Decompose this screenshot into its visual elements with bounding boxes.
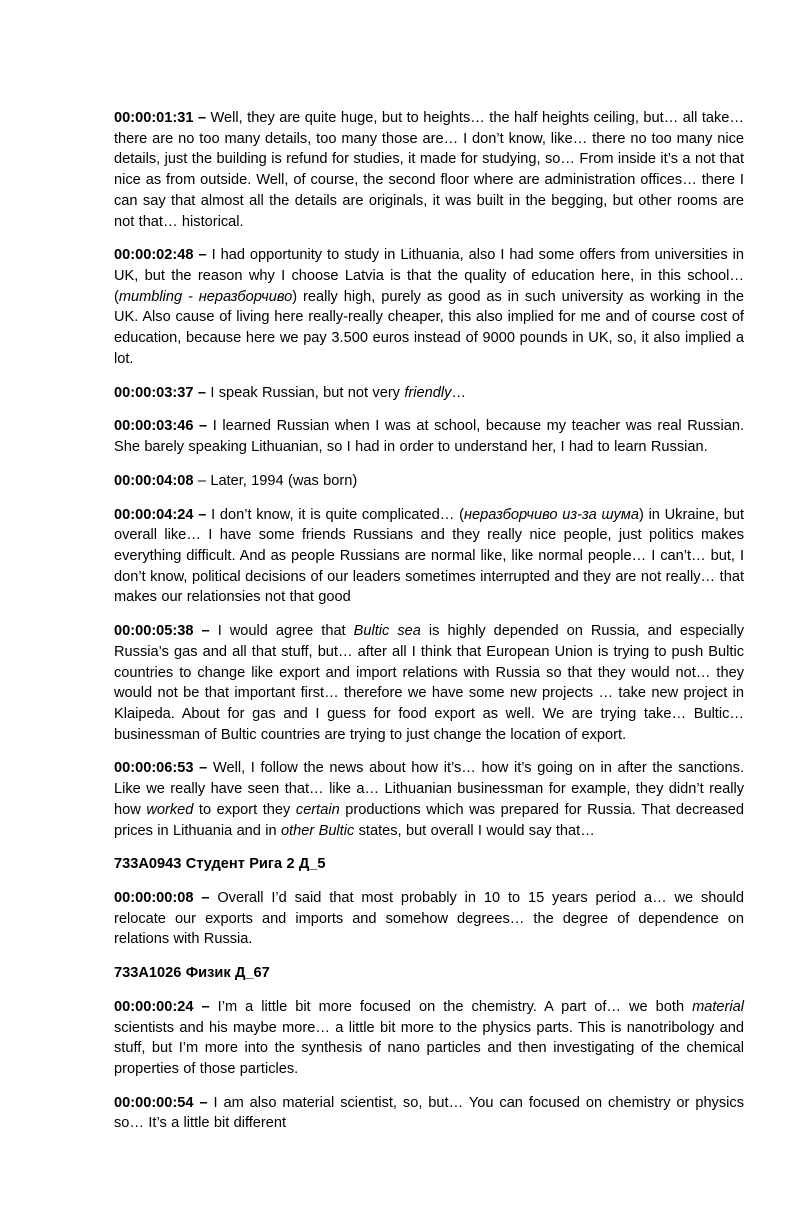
text-run: to export they: [193, 801, 296, 818]
transcript-paragraph: [114, 471, 744, 492]
timestamp: 00:00:04:08: [114, 472, 198, 489]
transcript-paragraph: [114, 383, 744, 404]
text-run: …: [451, 384, 466, 401]
timestamp: 733А0943 Студент Рига 2 Д_5: [114, 856, 326, 873]
text-run: Well, I follow the news about how it’s… how it’s going on in after the sanctions. Like we really have seen that… like a… Lithuanian businessman for example, they didn’t really how: [114, 760, 744, 818]
transcript-paragraph: [114, 416, 744, 457]
emphasized-text-run: material: [692, 998, 744, 1015]
emphasized-text-run: mumbling - неразборчиво: [118, 288, 293, 305]
timestamp: 00:00:03:37 –: [114, 384, 211, 401]
text-run: I don’t know, it is quite complicated… (: [211, 506, 464, 523]
timestamp: 00:00:02:48 –: [114, 247, 212, 264]
timestamp: 00:00:01:31 –: [114, 110, 211, 126]
timestamp: 733А1026 Физик Д_67: [114, 965, 270, 982]
emphasized-text-run: worked: [146, 801, 194, 818]
emphasized-text-run: certain: [295, 801, 340, 818]
text-run: I learned Russian when I was at school, because my teacher was real Russian. She barely speaking Lithuanian, so I had in order to understand her, I had to learn Russian.: [114, 418, 744, 456]
text-run: Overall I’d said that most probably in 10 to 15 years period a… we should relocate our exports and imports and somehow degrees… the degree of dependence on relations with Russia.: [114, 890, 744, 948]
transcript-paragraph: [114, 505, 744, 609]
transcript-paragraph: [114, 997, 744, 1080]
transcript: [114, 108, 744, 1134]
timestamp: 00:00:03:46 –: [114, 418, 213, 435]
transcript-paragraph: [114, 1093, 744, 1134]
text-run: I had opportunity to study in Lithuania, also I had some offers from universities in UK, but the reason why I choose Latvia is that the quality of education here, in this school… (: [114, 247, 744, 305]
timestamp: 00:00:04:24 –: [114, 506, 212, 523]
transcript-paragraph: [114, 621, 744, 745]
timestamp: 00:00:00:54 –: [114, 1094, 214, 1111]
text-run: states, but overall I would say that…: [354, 822, 595, 839]
text-run: I am also material scientist, so, but… You can focused on chemistry or physics so… It’s a little bit different: [114, 1094, 744, 1132]
text-run: is highly depended on Russia, and especially Russia’s gas and all that stuff, but… after all I think that European Union is trying to push Bultic countries to change like export and import relations with Russia so that they would not… they would not be that important first… therefore we have some new projects … take new project in Klaipeda. About for gas and I guess for food export as well. We are trying take… Bultic… businessman of Bultic countries are trying to just change the location of export.: [114, 623, 744, 743]
emphasized-text-run: Bultic sea: [353, 623, 421, 640]
text-run: productions which was prepared for Russia. That decreased prices in Lithuania and in: [114, 801, 745, 839]
transcript-paragraph: [114, 245, 744, 369]
text-run: I would agree that: [217, 623, 354, 640]
timestamp: 00:00:05:38 –: [114, 623, 218, 640]
timestamp: 00:00:06:53 –: [114, 760, 213, 777]
text-run: ) really high, purely as good as in such university as working in the UK. Also cause of living here really-really cheaper, this also implied for me and of course cost of education, because here we pay 3.500 euros instead of 9000 pounds in UK, so, it also implied a lot.: [114, 288, 744, 367]
emphasized-text-run: other Bultic: [280, 822, 355, 839]
section-heading: [114, 854, 744, 875]
timestamp: 00:00:00:24 –: [114, 998, 218, 1015]
transcript-paragraph: [114, 108, 744, 232]
emphasized-text-run: неразборчиво из-за шума: [463, 506, 639, 523]
text-run: – Later, 1994 (was born): [197, 472, 358, 489]
text-run: Well, they are quite huge, but to heights… the half heights ceiling, but… all take… there are no too many details, too many those are… I don’t know, like… there no too many nice details, just the building is refund for studies, it made for studying, so… From inside it’s a not that nice as from outside. Well, of course, the second floor where are administration offices… there I can say that almost all the details are originals, it was built in the begging, but other rooms are not that… historical.: [114, 110, 744, 230]
text-run: scientists and his maybe more… a little bit more to the physics parts. This is nanotribology and stuff, but I’m more into the synthesis of nano particles and then investigating of the chemical properties of those particles.: [114, 1019, 744, 1078]
text-run: I’m a little bit more focused on the chemistry. A part of… we both: [217, 998, 693, 1015]
transcript-paragraph: [114, 888, 744, 950]
emphasized-text-run: friendly: [404, 384, 452, 401]
text-run: I speak Russian, but not very: [210, 384, 405, 401]
section-heading: [114, 963, 744, 984]
transcript-paragraph: [114, 758, 744, 841]
text-run: ) in Ukraine, but overall like… I have some friends Russians and they really nice people, just politics makes everything difficult. And as people Russians are normal like, like normal people… I can’t… but, I don’t know, political decisions of our leaders sometimes interrupted and they are not really… that makes our relationsies not that good: [114, 506, 744, 606]
timestamp: 00:00:00:08 –: [114, 890, 218, 906]
